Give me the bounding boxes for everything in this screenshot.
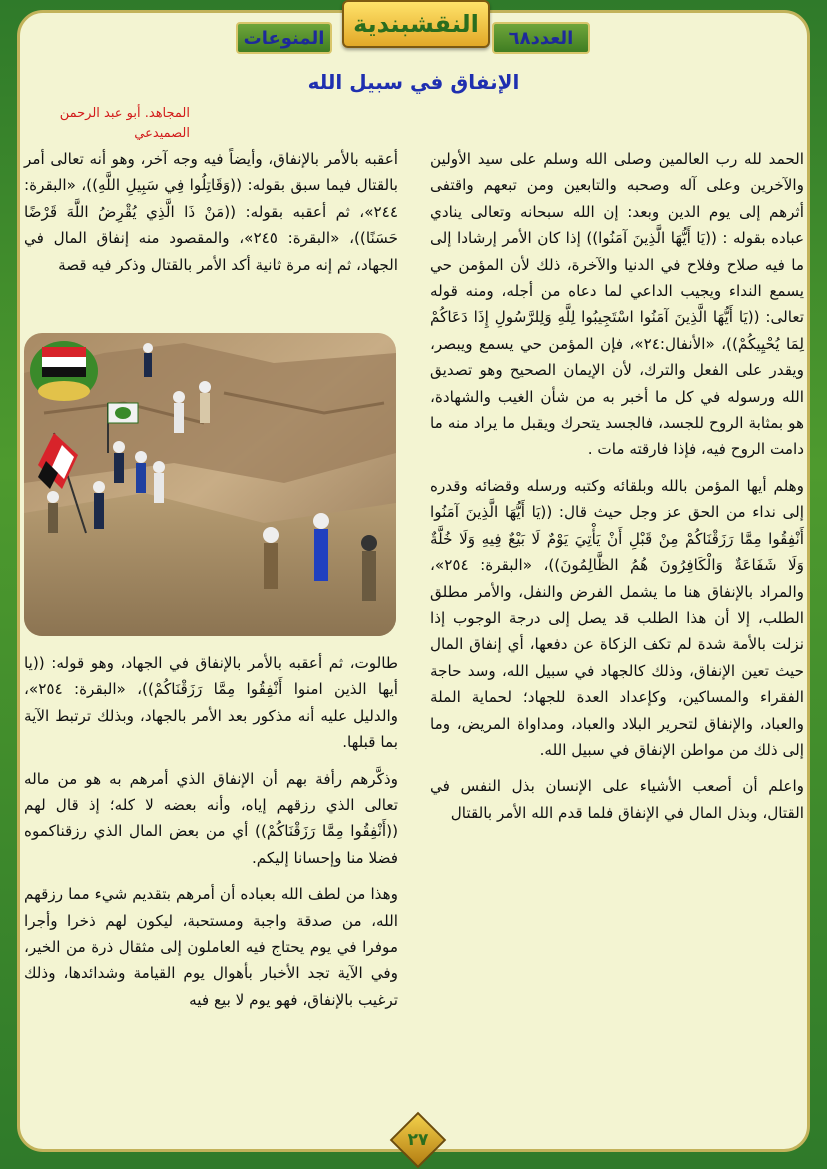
issue-tab bbox=[492, 22, 590, 54]
article-title: الإنفاق في سبيل الله bbox=[307, 70, 520, 94]
issue-label: العدد٦٨ bbox=[508, 27, 574, 49]
paragraph: أعقبه بالأمر بالإنفاق، وأيضاً فيه وجه آخر، وهو أنه تعالى أمر بالقتال فيما سبق بقوله: ((وَقَاتِلُوا فِي سَبِيلِ اللَّهِ))، «البقرة: ٢٤٤»، ثم أعقبه بقوله: ((مَنْ ذَا الَّذِي يُقْرِضُ اللَّهَ قَرْضًا حَسَنًا))، «البقرة: ٢٤٥»، والمقصود منه إنفاق المال في الجهاد، ثم إنه مرة ثانية أكد الأمر بالقتال وذكر فيه قصة bbox=[24, 150, 398, 274]
article-photo bbox=[24, 333, 396, 636]
right-column bbox=[430, 146, 804, 1136]
left-column-top bbox=[24, 146, 398, 322]
left-column-bottom bbox=[24, 650, 398, 1134]
section-label: المنوعات bbox=[243, 27, 325, 49]
paragraph: طالوت، ثم أعقبه بالأمر بالإنفاق في الجهاد، وهو قوله: ((يا أيها الذين امنوا أَنْفِقُوا مِمَّا رَزَقْنَاكُمْ))، «البقرة: ٢٥٤»، والدليل عليه أنه مذكور بعد الأمر بالجهاد، وبذلك ترتبط الآية بما قبلها. bbox=[24, 654, 398, 752]
section-tab bbox=[236, 22, 332, 54]
paragraph: الحمد لله رب العالمين وصلى الله وسلم على سيد الأولين والآخرين وعلى آله وصحبه والتابعين ومن تبعهم واقتفى أثرهم إلى يوم الدين وبعد: إن الله سبحانه وتعالى ينادي عباده بقوله : ((يَا أَيُّهَا الَّذِينَ آمَنُوا)) إذا كان الأمر إرشادا إلى ما فيه صلاح وفلاح في الدنيا والآخرة، ذلك لأن المؤمن حي يسمع النداء ويجيب الداعي لما دعاه من أجله، ومنه قوله تعالى: ((يَا أَيُّهَا الَّذِينَ آمَنُوا اسْتَجِيبُوا لِلَّهِ وَلِلرَّسُولِ إِذَا دَعَاكُمْ لِمَا يُحْيِيكُمْ))، «الأنفال:٢٤»، فإن المؤمن حي يسمع ويبصر، ويقدر على الفعل والترك، لأن الإيمان الصحيح وهو تصديق الله ورسوله في كل ما أخبر به من شأن الغيب والشهادة، هو بمثابة الروح للجسد، فالجسد يتحرك ويقبل ما يراد منه ما دامت الروح فيه، فإذا فارقته مات . bbox=[430, 150, 805, 459]
paragraph: وهلم أيها المؤمن بالله وبلقائه وكتبه ورسله وقضائه وقدره إلى نداء من الحق عز وجل حيث قال: ((يَا أَيُّهَا الَّذِينَ آمَنُوا أَنْفِقُوا مِمَّا رَزَقْنَاكُمْ مِنْ قَبْلِ أَنْ يَأْتِيَ يَوْمٌ لَا بَيْعٌ فِيهِ وَلَا خُلَّةٌ وَلَا شَفَاعَةٌ وَالْكَافِرُونَ هُمُ الظَّالِمُونَ))، «البقرة: ٢٥٤»، والمراد بالإنفاق هنا ما يشمل الفرض والنفل، والأمر مطلق الطلب، إلا أن هذا الطلب قد يصل إلى درجة الوجوب إذا نزلت بالأمة شدة لم تكف الزكاة عن دفعها، أي إنفاق المال حيث تعين الإنفاق، وذلك كالجهاد في سبيل الله، وسد حاجة الفقراء والمساكين، وكإعداد العدة للجهاد؛ لحماية الملة والعباد، والإنفاق لتحرير البلاد والعباد، ومداواة المريض، وما إلى ذلك من مواطن الإنفاق في سبيل الله. bbox=[430, 476, 804, 759]
mujahideen-photo bbox=[24, 333, 396, 636]
logo-text: النقشبندية bbox=[353, 10, 479, 38]
page-number: ٢٧ bbox=[407, 1130, 429, 1150]
article-author: المجاهد. أبو عبد الرحمن الصميدعي bbox=[59, 106, 190, 141]
paragraph: وذكَّرهم رأفة بهم أن الإنفاق الذي أمرهم به هو من ماله تعالى الذي رزقهم إياه، وأنه بعضه لا كله؛ إذ قال لهم ((أَنْفِقُوا مِمَّا رَزَقْنَاكُمْ)) أي من بعض المال الذي رزقناكموه فضلا منا وإحسانا إليكم. bbox=[24, 769, 398, 867]
paragraph: واعلم أن أصعب الأشياء على الإنسان بذل النفس في القتال، وبذل المال في الإنفاق فلما قدم الله الأمر بالقتال bbox=[430, 777, 804, 822]
emblem-icon bbox=[30, 341, 98, 401]
magazine-logo bbox=[342, 0, 490, 48]
paragraph: وهذا من لطف الله بعباده أن أمرهم بتقديم شيء مما رزقهم الله، من صدقة واجبة ومستحبة، ليكون لهم ذخرا وأجرا موفرا في يوم يحتاج فيه العاملون إلى مثقال ذرة من الخير، وفي الآية تجد الأخبار بأهوال يوم القيامة وشدائدها، وذلك ترغيب بالإنفاق، فهو يوم لا بيع فيه bbox=[24, 885, 398, 1009]
